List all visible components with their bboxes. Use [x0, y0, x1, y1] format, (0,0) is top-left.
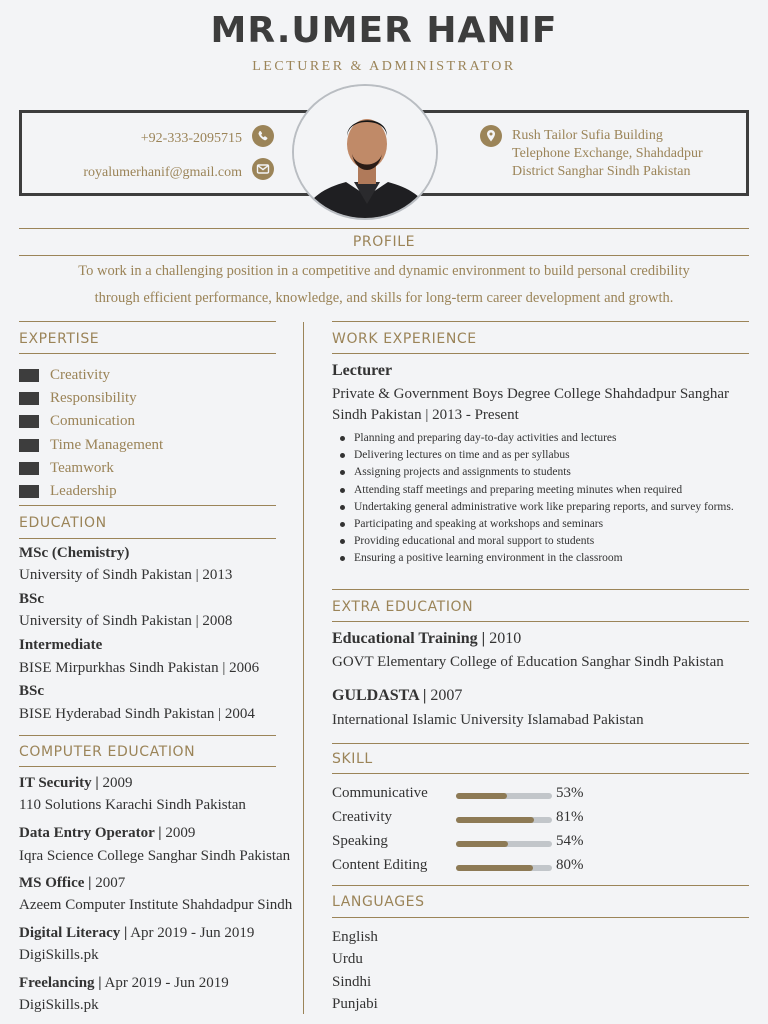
course-institute: DigiSkills.pk — [19, 947, 99, 963]
avatar — [292, 84, 438, 220]
list-item: Participating and speaking at workshops and seminars — [354, 516, 749, 533]
list-item: Providing educational and moral support to students — [354, 533, 749, 550]
address-line-3: District Sanghar Sindh Pakistan — [512, 164, 691, 179]
skill-bar-fill — [456, 817, 534, 823]
address-line-1: Rush Tailor Sufia Building — [512, 128, 663, 143]
skill-bar — [456, 841, 552, 847]
training-title: Educational Training | 2010 — [332, 630, 522, 647]
job-org-line-1: Private & Government Boys Degree College Shahdadpur Sanghar — [332, 386, 729, 402]
skill-name: Speaking — [332, 833, 388, 849]
skill-bar — [456, 793, 552, 799]
languages-heading: LANGUAGES — [332, 894, 425, 910]
skill-name: Content Editing — [332, 857, 428, 873]
list-item: Assigning projects and assignments to students — [354, 464, 749, 481]
list-item: Leadership — [19, 480, 163, 503]
skill-percent: 81% — [556, 809, 584, 825]
job-duties-list — [354, 430, 749, 568]
training-institute: GOVT Elementary College of Education Sanghar Sindh Pakistan — [332, 654, 724, 670]
education-degree: MSc (Chemistry) — [19, 545, 130, 561]
skill-percent: 54% — [556, 833, 584, 849]
list-item: Attending staff meetings and preparing meeting minutes when required — [354, 482, 749, 499]
email-address[interactable]: royalumerhanif@gmail.com — [83, 165, 242, 180]
list-item: Time Management — [19, 434, 163, 457]
list-item: Responsibility — [19, 387, 163, 410]
course-institute: DigiSkills.pk — [19, 997, 99, 1013]
education-degree: BSc — [19, 591, 45, 607]
list-item: Ensuring a positive learning environment in the classroom — [354, 550, 749, 567]
education-detail: BISE Mirpurkhas Sindh Pakistan | 2006 — [19, 660, 260, 676]
location-pin-icon — [480, 125, 502, 147]
list-item: Creativity — [19, 364, 163, 387]
candidate-title: LECTURER & ADMINISTRATOR — [252, 59, 516, 74]
list-item: Comunication — [19, 410, 163, 433]
phone-icon — [252, 125, 274, 147]
bullet-square-icon — [19, 369, 39, 382]
course-title: Freelancing | Apr 2019 - Jun 2019 — [19, 975, 229, 991]
profile-heading: PROFILE — [352, 234, 416, 250]
skill-bar-fill — [456, 793, 507, 799]
education-degree: BSc — [19, 683, 45, 699]
expertise-list — [19, 364, 163, 503]
skill-row — [332, 809, 752, 833]
language-item: Sindhi — [332, 974, 372, 990]
computer-education-heading: COMPUTER EDUCATION — [19, 744, 196, 760]
skill-row — [332, 785, 752, 809]
skill-name: Communicative — [332, 785, 428, 801]
profile-text: To work in a challenging position in a competitive and dynamic environment to build personal credibility through efficient performance, knowledge, and skills for long-term career development and growth. — [78, 263, 690, 306]
work-experience-heading: WORK EXPERIENCE — [332, 331, 477, 347]
education-detail: University of Sindh Pakistan | 2008 — [19, 613, 233, 629]
language-item: Punjabi — [332, 996, 378, 1012]
list-item: Undertaking general administrative work like preparing reports, and survey forms. — [354, 499, 749, 516]
list-item: Delivering lectures on time and as per syllabus — [354, 447, 749, 464]
skill-heading: SKILL — [332, 751, 373, 767]
list-item: Teamwork — [19, 457, 163, 480]
education-heading: EDUCATION — [19, 515, 107, 531]
bullet-square-icon — [19, 439, 39, 452]
training-title: GULDASTA | 2007 — [332, 687, 463, 704]
skill-bar — [456, 865, 552, 871]
email-icon — [252, 158, 274, 180]
course-title: Data Entry Operator | 2009 — [19, 825, 196, 841]
skill-name: Creativity — [332, 809, 392, 825]
course-title: MS Office | 2007 — [19, 875, 126, 891]
course-title: Digital Literacy | Apr 2019 - Jun 2019 — [19, 925, 255, 941]
education-detail: University of Sindh Pakistan | 2013 — [19, 567, 233, 583]
training-institute: International Islamic University Islamabad Pakistan — [332, 712, 644, 728]
extra-education-heading: EXTRA EDUCATION — [332, 599, 474, 615]
expertise-heading: EXPERTISE — [19, 331, 100, 347]
education-degree: Intermediate — [19, 637, 103, 653]
skill-row — [332, 833, 752, 857]
bullet-square-icon — [19, 462, 39, 475]
address-line-2: Telephone Exchange, Shahdadpur — [512, 146, 703, 161]
skill-bar-fill — [456, 865, 533, 871]
language-item: English — [332, 929, 378, 945]
education-detail: BISE Hyderabad Sindh Pakistan | 2004 — [19, 706, 255, 722]
skill-percent: 53% — [556, 785, 584, 801]
bullet-square-icon — [19, 392, 39, 405]
skill-bar-fill — [456, 841, 508, 847]
job-org-line-2: Sindh Pakistan | 2013 - Present — [332, 407, 519, 423]
language-item: Urdu — [332, 951, 363, 967]
skill-percent: 80% — [556, 857, 584, 873]
course-institute: Azeem Computer Institute Shahdadpur Sindh — [19, 897, 293, 913]
course-institute: 110 Solutions Karachi Sindh Pakistan — [19, 797, 246, 813]
course-title: IT Security | 2009 — [19, 775, 133, 791]
phone-number[interactable]: +92-333-2095715 — [140, 131, 242, 146]
job-role: Lecturer — [332, 362, 393, 379]
course-institute: Iqra Science College Sanghar Sindh Pakistan — [19, 848, 291, 864]
list-item: Planning and preparing day-to-day activities and lectures — [354, 430, 749, 447]
bullet-square-icon — [19, 415, 39, 428]
bullet-square-icon — [19, 485, 39, 498]
candidate-name: MR.UMER HANIF — [210, 10, 558, 51]
skill-row — [332, 857, 752, 881]
skill-bar — [456, 817, 552, 823]
